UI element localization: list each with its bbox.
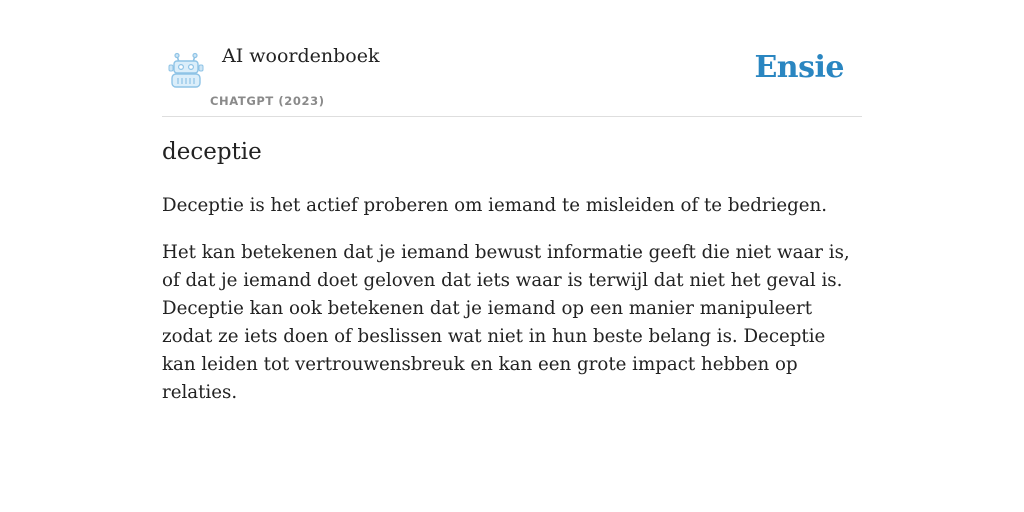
robot-icon <box>166 52 206 90</box>
entry-definition <box>162 192 862 426</box>
source-title[interactable]: AI woordenboek <box>222 45 380 67</box>
entry-header <box>162 0 862 117</box>
definition-paragraph: Het kan betekenen dat je iemand bewust informatie geeft die niet waar is, of dat je iemand doet geloven dat iets waar is terwijl dat niet het geval is. Deceptie kan ook betekenen dat je iemand op een manier manipuleert zodat ze iets doen of beslissen wat niet in hun beste belang is. Deceptie kan leiden tot vertrouwensbreuk en kan een grote impact hebben op relaties. <box>162 242 850 403</box>
source-subtitle: CHATGPT (2023) <box>210 94 325 108</box>
dictionary-entry-card <box>162 0 862 512</box>
entry-term: deceptie <box>162 139 262 165</box>
brand-logo[interactable]: Ensie <box>754 50 844 85</box>
definition-paragraph: Deceptie is het actief proberen om iemand te misleiden of te bedriegen. <box>162 195 828 216</box>
